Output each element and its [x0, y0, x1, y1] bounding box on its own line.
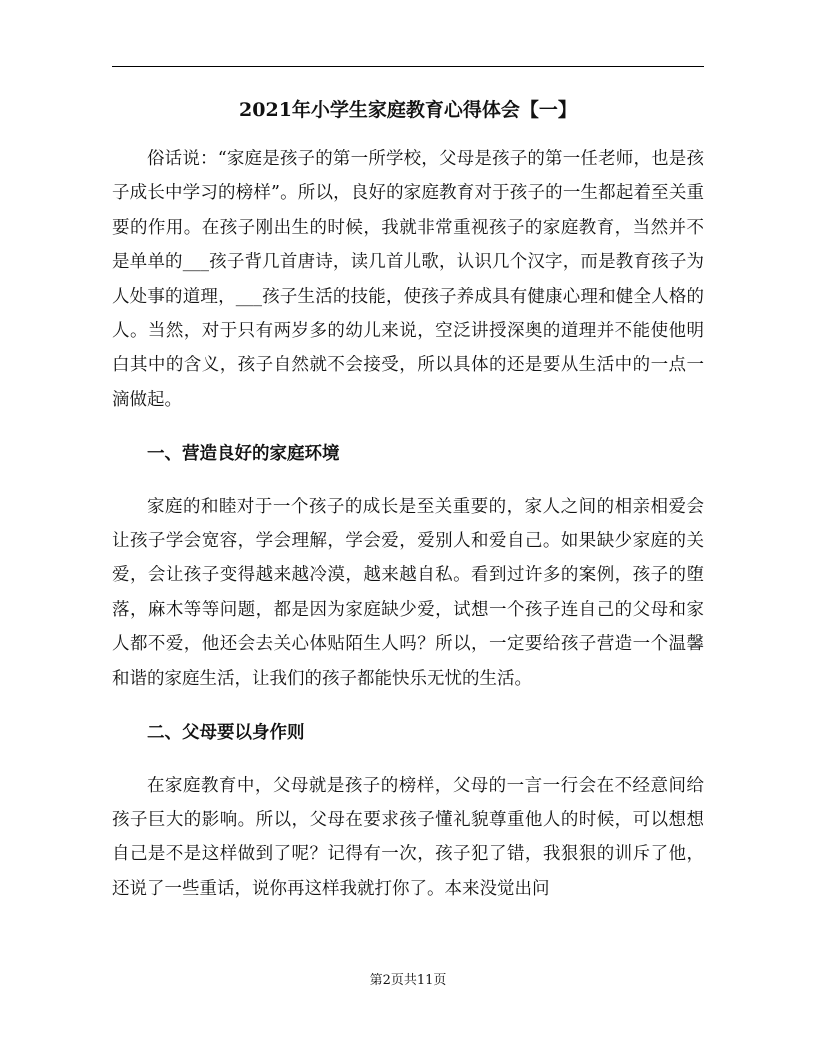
page-title: 2021年小学生家庭教育心得体会【一】	[239, 99, 577, 121]
paragraph-intro: 俗话说：“家庭是孩子的第一所学校，父母是孩子的第一任老师，也是孩子成长中学习的榜样”。所以，良好的家庭教育对于孩子的一生都起着至关重要的作用。在孩子刚出生的时候，我就非常重视孩子的家庭教育，当然并不是单单的___孩子背几首唐诗，读几首儿歌，认识几个汉字，而是教育孩子为人处事的道理，___孩子生活的技能，使孩子养成具有健康心理和健全人格的人。当然，对于只有两岁多的幼儿来说，空泛讲授深奥的道理并不能使他明白其中的含义，孩子自然就不会接受，所以具体的还是要从生活中的一点一滴做起。	[112, 149, 704, 410]
paragraph-family-environment: 家庭的和睦对于一个孩子的成长是至关重要的，家人之间的相亲相爱会让孩子学会宽容，学会理解，学会爱，爱别人和爱自己。如果缺少家庭的关爱，会让孩子变得越来越冷漠，越来越自私。看到过许多的案例，孩子的堕落，麻木等等问题，都是因为家庭缺少爱，试想一个孩子连自己的父母和家人都不爱，他还会去关心体贴陌生人吗？所以，一定要给孩子营造一个温馨和谐的家庭生活，让我们的孩子都能快乐无忧的生活。	[112, 496, 704, 689]
page-number: 第2页共11页	[369, 973, 447, 988]
section-heading-1: 一、营造良好的家庭环境	[147, 444, 340, 465]
section-heading-2: 二、父母要以身作则	[147, 723, 305, 744]
header-rule	[112, 66, 704, 67]
paragraph-role-model: 在家庭教育中，父母就是孩子的榜样，父母的一言一行会在不经意间给孩子巨大的影响。所以，父母在要求孩子懂礼貌尊重他人的时候，可以想想自己是不是这样做到了呢？记得有一次，孩子犯了错，我狠狠的训斥了他，还说了一些重话，说你再这样我就打你了。本来没觉出问	[112, 775, 704, 899]
document-body	[112, 142, 704, 906]
